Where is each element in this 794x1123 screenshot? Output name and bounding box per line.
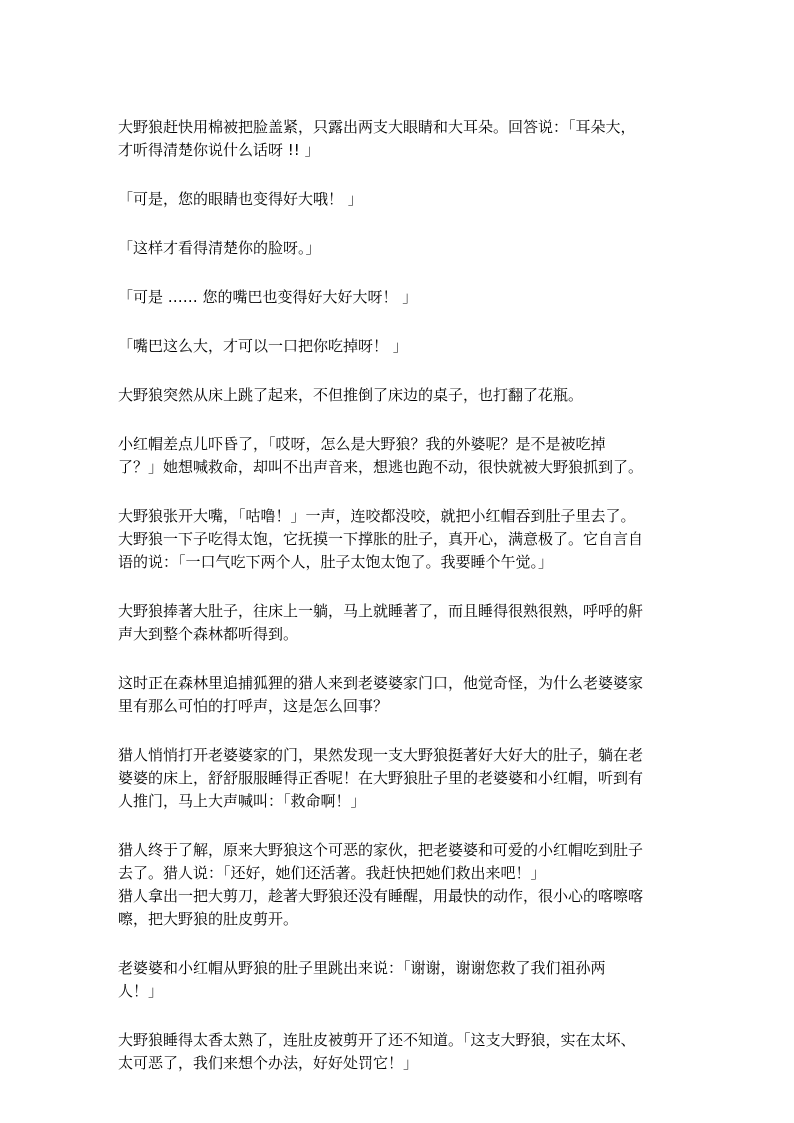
text-line: 「可是，您的眼睛也变得好大哦！ 」 bbox=[118, 190, 363, 208]
paragraph-1 bbox=[118, 116, 678, 162]
paragraph-5 bbox=[118, 335, 678, 358]
text-line: 去了。猎人说：「还好，她们还活著。我赶快把她们救出来吧！」 bbox=[118, 864, 546, 882]
text-line: 才听得清楚你说什么话呀 !! 」 bbox=[118, 141, 320, 159]
text-line: 婆婆的床上，舒舒服服睡得正香呢！在大野狼肚子里的老婆婆和小红帽，听到有 bbox=[118, 769, 644, 787]
text-line: 猎人悄悄打开老婆婆家的门，果然发现一支大野狼挺著好大好大的肚子，躺在老 bbox=[118, 746, 644, 764]
text-line: 「嘴巴这么大，才可以一口把你吃掉呀！ 」 bbox=[118, 337, 408, 355]
text-line: 猎人拿出一把大剪刀，趁著大野狼还没有睡醒，用最快的动作，很小心的喀嚓喀 bbox=[118, 887, 644, 905]
text-line: 人！」 bbox=[118, 982, 164, 1000]
text-line: 大野狼赶快用棉被把脸盖紧，只露出两支大眼睛和大耳朵。回答说：「耳朵大， bbox=[118, 118, 636, 136]
text-line: 「可是 …… 您的嘴巴也变得好大好大呀！ 」 bbox=[118, 288, 418, 306]
text-line: 嚓，把大野狼的肚皮剪开。 bbox=[118, 910, 299, 928]
paragraph-14 bbox=[118, 1029, 678, 1075]
paragraph-3 bbox=[118, 237, 678, 260]
paragraph-2 bbox=[118, 188, 678, 211]
paragraph-7 bbox=[118, 433, 678, 479]
text-line: 「这样才看得清楚你的脸呀。」 bbox=[118, 239, 321, 257]
text-line: 大野狼突然从床上跳了起来，不但推倒了床边的桌子，也打翻了花瓶。 bbox=[118, 386, 584, 404]
paragraph-12 bbox=[118, 839, 678, 931]
text-line: 大野狼捧著大肚子，往床上一躺，马上就睡著了，而且睡得很熟很熟，呼呼的鼾 bbox=[118, 602, 644, 620]
text-line: 太可恶了，我们来想个办法，好好处罚它！」 bbox=[118, 1054, 419, 1072]
text-line: 里有那么可怕的打呼声，这是怎么回事？ bbox=[118, 697, 389, 715]
text-line: 大野狼一下子吃得太饱，它抚摸一下撑胀的肚子，真开心，满意极了。它自言自 bbox=[118, 530, 644, 548]
document-page bbox=[118, 116, 678, 1075]
text-line: 大野狼睡得太香太熟了，连肚皮被剪开了还不知道。「这支大野狼，实在太坏、 bbox=[118, 1031, 636, 1049]
text-line: 大野狼张开大嘴，「咕噜！」一声，连咬都没咬，就把小红帽吞到肚子里去了。 bbox=[118, 507, 636, 525]
paragraph-4 bbox=[118, 286, 678, 309]
paragraph-9 bbox=[118, 600, 678, 646]
text-line: 语的说：「一口气吃下两个人，肚子太饱太饱了。我要睡个午觉。」 bbox=[118, 553, 554, 571]
text-line: 小红帽差点儿吓昏了，「哎呀，怎么是大野狼？我的外婆呢？是不是被吃掉 bbox=[118, 435, 606, 453]
text-line: 了？」她想喊救命，却叫不出声音来，想逃也跑不动，很快就被大野狼抓到了。 bbox=[118, 458, 644, 476]
paragraph-6 bbox=[118, 384, 678, 407]
text-line: 声大到整个森林都听得到。 bbox=[118, 625, 299, 643]
paragraph-10 bbox=[118, 672, 678, 718]
paragraph-13 bbox=[118, 957, 678, 1003]
text-line: 人推门，马上大声喊叫：「救命啊！」 bbox=[118, 792, 366, 810]
paragraph-11 bbox=[118, 744, 678, 813]
text-line: 猎人终于了解，原来大野狼这个可恶的家伙，把老婆婆和可爱的小红帽吃到肚子 bbox=[118, 841, 644, 859]
text-line: 这时正在森林里追捕狐狸的猎人来到老婆婆家门口，他觉奇怪，为什么老婆婆家 bbox=[118, 674, 644, 692]
text-line: 老婆婆和小红帽从野狼的肚子里跳出来说：「谢谢，谢谢您救了我们祖孙两 bbox=[118, 959, 606, 977]
paragraph-8 bbox=[118, 505, 678, 574]
